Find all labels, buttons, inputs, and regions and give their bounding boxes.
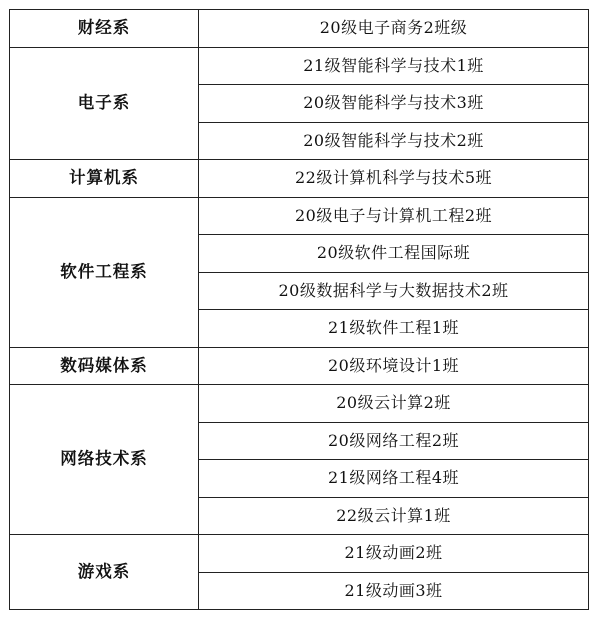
- table-row: [10, 10, 589, 48]
- department-name-cell: 财经系: [10, 10, 199, 48]
- department-name-cell: 数码媒体系: [10, 347, 199, 385]
- class-name-cell: 20级软件工程国际班: [199, 235, 589, 273]
- class-name-cell: 21级动画3班: [199, 572, 589, 610]
- class-name-cell: 20级云计算2班: [199, 385, 589, 423]
- class-name-cell: 20级智能科学与技术2班: [199, 122, 589, 160]
- class-name-cell: 21级网络工程4班: [199, 460, 589, 498]
- department-name-cell: 网络技术系: [10, 385, 199, 535]
- class-name-cell: 22级云计算1班: [199, 497, 589, 535]
- class-name-cell: 20级环境设计1班: [199, 347, 589, 385]
- class-name-cell: 20级电子商务2班级: [199, 10, 589, 48]
- table-body: [10, 10, 589, 610]
- class-name-cell: 21级软件工程1班: [199, 310, 589, 348]
- table-row: [10, 347, 589, 385]
- class-name-cell: 20级数据科学与大数据技术2班: [199, 272, 589, 310]
- class-name-cell: 21级智能科学与技术1班: [199, 47, 589, 85]
- class-name-cell: 22级计算机科学与技术5班: [199, 160, 589, 198]
- class-name-cell: 21级动画2班: [199, 535, 589, 573]
- class-name-cell: 20级网络工程2班: [199, 422, 589, 460]
- table-row: [10, 47, 589, 85]
- table-row: [10, 535, 589, 573]
- department-name-cell: 电子系: [10, 47, 199, 160]
- department-class-table: [9, 9, 589, 610]
- class-name-cell: 20级电子与计算机工程2班: [199, 197, 589, 235]
- table-row: [10, 197, 589, 235]
- department-name-cell: 软件工程系: [10, 197, 199, 347]
- table-row: [10, 160, 589, 198]
- department-name-cell: 计算机系: [10, 160, 199, 198]
- table-row: [10, 385, 589, 423]
- class-name-cell: 20级智能科学与技术3班: [199, 85, 589, 123]
- department-name-cell: 游戏系: [10, 535, 199, 610]
